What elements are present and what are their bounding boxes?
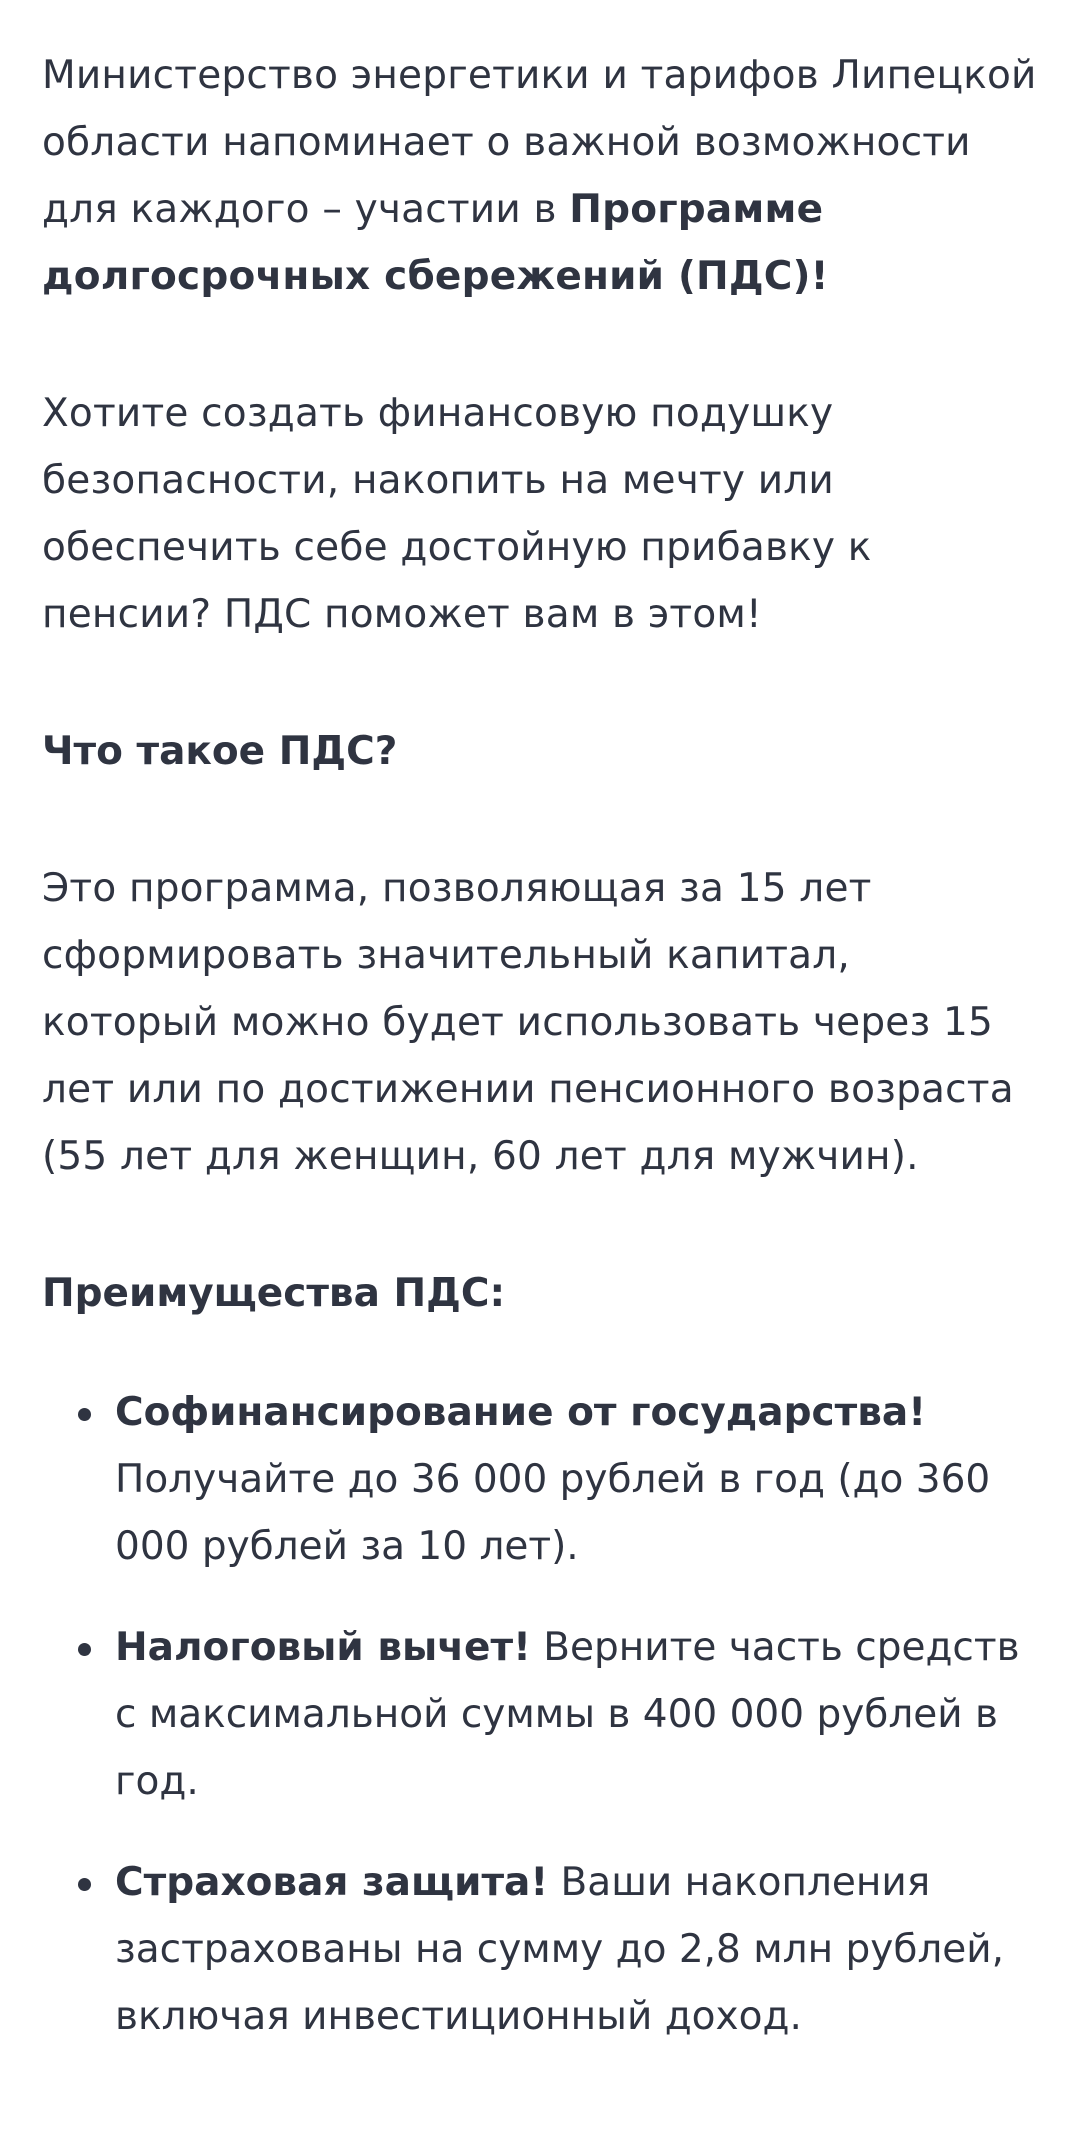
intro-text: Министерство энергетики и тарифов Липецкой области напоминает о важной возможности для каждого – участии в	[42, 53, 1037, 232]
spacer	[42, 310, 1038, 380]
spacer	[42, 785, 1038, 855]
spacer	[42, 1327, 1038, 1379]
benefit-text: Верните часть средств с максимальной суммы в 400 000 рублей в год.	[115, 1625, 1020, 1804]
spacer	[42, 1190, 1038, 1260]
bullet-icon	[78, 1408, 91, 1421]
motivation-paragraph: Хотите создать финансовую подушку безопасности, накопить на мечту или обеспечить себе достойную прибавку к пенсии? ПДС поможет вам в этом!	[42, 391, 872, 637]
benefit-title: Софинансирование от государства!	[115, 1390, 927, 1435]
list-item	[42, 1849, 1038, 2050]
benefit-title: Налоговый вычет!	[115, 1625, 531, 1670]
benefit-text: Получайте до 36 000 рублей в год (до 360 000 рублей за 10 лет).	[115, 1457, 991, 1569]
intro-paragraph	[42, 42, 1038, 310]
benefits-list	[42, 1379, 1038, 2050]
list-item	[42, 1379, 1038, 1580]
bullet-icon	[78, 1878, 91, 1891]
spacer	[42, 648, 1038, 718]
benefit-text: Ваши накопления застрахованы на сумму до 2,8 млн рублей, включая инвестиционный доход.	[115, 1860, 1005, 2039]
benefit-title: Страховая защита!	[115, 1860, 549, 1905]
list-item	[42, 1614, 1038, 1815]
program-name-bold: Программе долгосрочных сбережений (ПДС)!	[42, 187, 829, 299]
bullet-icon	[78, 1643, 91, 1656]
benefits-heading: Преимущества ПДС:	[42, 1271, 506, 1316]
what-is-heading: Что такое ПДС?	[42, 729, 398, 774]
definition-paragraph: Это программа, позволяющая за 15 лет сформировать значительный капитал, который можно будет использовать через 15 лет или по достижении пенсионного возраста (55 лет для женщин, 60 лет для мужчин).	[42, 866, 1014, 1179]
